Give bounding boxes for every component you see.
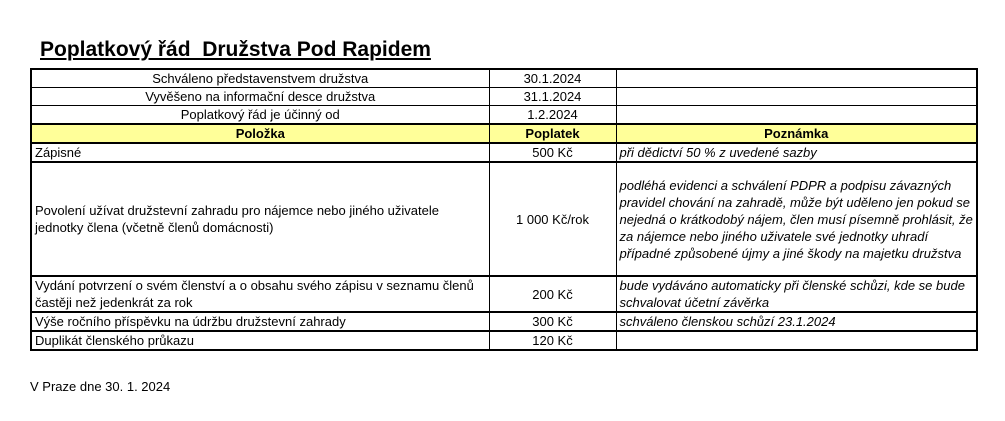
row-item: Povolení užívat družstevní zahradu pro nájemce nebo jiného uživatele jednotky člena (včetně členů domácnosti) [31, 162, 489, 276]
meta-value: 30.1.2024 [489, 69, 616, 88]
page-title: Poplatkový řád Družstva Pod Rapidem [40, 38, 431, 61]
row-item: Duplikát členského průkazu [31, 331, 489, 350]
meta-label: Vyvěšeno na informační desce družstva [31, 88, 489, 106]
meta-row-posted [31, 88, 977, 106]
row-item: Zápisné [31, 143, 489, 162]
meta-note [616, 69, 977, 88]
table-row [31, 162, 977, 276]
row-note: při dědictví 50 % z uvedené sazby [616, 143, 977, 162]
column-header-fee: Poplatek [489, 124, 616, 143]
footer-place-date: V Praze dne 30. 1. 2024 [30, 379, 171, 394]
row-note: podléhá evidenci a schválení PDPR a podpisu závazných pravidel chování na zahradě, může být uděleno jen pokud se nejedná o krátkodobý nájem, člen musí písemně prohlásit, že za nájemce nebo jiného uživatele své jednotky uhradí případné způsobené újmy a jiné škody na majetku družstva [616, 162, 977, 276]
column-header-note: Poznámka [616, 124, 977, 143]
row-item: Výše ročního příspěvku na údržbu družstevní zahrady [31, 312, 489, 331]
row-item: Vydání potvrzení o svém členství a o obsahu svého zápisu v seznamu členů častěji než jedenkrát za rok [31, 276, 489, 312]
table-row [31, 276, 977, 312]
table-row [31, 143, 977, 162]
row-note [616, 331, 977, 350]
meta-row-effective [31, 106, 977, 125]
meta-row-approved [31, 69, 977, 88]
row-fee: 500 Kč [489, 143, 616, 162]
meta-note [616, 106, 977, 125]
meta-value: 1.2.2024 [489, 106, 616, 125]
table-row [31, 312, 977, 331]
column-header-item: Položka [31, 124, 489, 143]
meta-label: Poplatkový řád je účinný od [31, 106, 489, 125]
row-fee: 120 Kč [489, 331, 616, 350]
meta-note [616, 88, 977, 106]
meta-value: 31.1.2024 [489, 88, 616, 106]
row-fee: 1 000 Kč/rok [489, 162, 616, 276]
table-row [31, 331, 977, 350]
row-fee: 300 Kč [489, 312, 616, 331]
row-note: bude vydáváno automaticky při členské schůzi, kde se bude schvalovat účetní závěrka [616, 276, 977, 312]
fee-table [30, 68, 978, 351]
row-fee: 200 Kč [489, 276, 616, 312]
table-header [31, 124, 977, 143]
row-note: schváleno členskou schůzí 23.1.2024 [616, 312, 977, 331]
meta-label: Schváleno představenstvem družstva [31, 69, 489, 88]
